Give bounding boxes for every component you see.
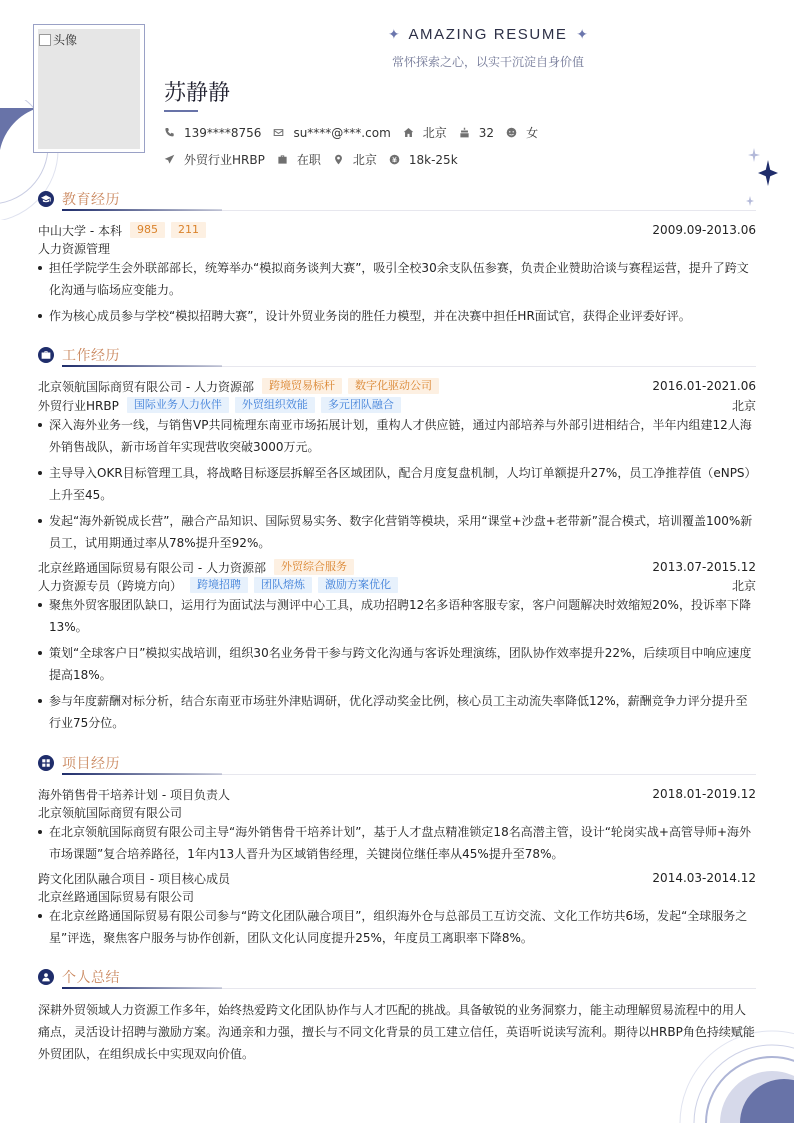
major: 人力资源管理 (38, 241, 111, 256)
intent-position (164, 151, 265, 168)
work-period: 2013.07-2015.12 (652, 560, 756, 574)
education-header (38, 221, 756, 239)
school-name: 中山大学 - 本科 (38, 223, 122, 238)
role-title: 人力资源专员（跨境方向） (38, 578, 183, 593)
project-period: 2018.01-2019.12 (652, 787, 756, 801)
email-icon (273, 127, 284, 138)
intent-row (164, 151, 470, 168)
avatar-alt-text (39, 31, 77, 48)
company-tag: 跨境贸易标杆 (262, 378, 342, 394)
project-company: 北京丝路通国际贸易有限公司 (38, 889, 195, 904)
work-role-row (38, 396, 756, 414)
role-tag: 跨境招聘 (190, 577, 248, 593)
project-header (38, 869, 756, 887)
graduation-cap-icon (38, 191, 54, 207)
section-education (38, 189, 756, 211)
contact-age (459, 126, 494, 140)
position-value: 外贸行业HRBP (184, 153, 265, 167)
project-title: 海外销售骨干培养计划 - 项目负责人 (38, 787, 230, 802)
project-period: 2014.03-2014.12 (652, 871, 756, 885)
contact-email (273, 126, 390, 140)
resume-banner (388, 26, 588, 43)
contact-row (164, 124, 550, 141)
city-value: 北京 (422, 126, 447, 140)
project-company: 北京领航国际商贸有限公司 (38, 805, 183, 820)
work-period: 2016.01-2021.06 (652, 379, 756, 393)
project-header (38, 785, 756, 803)
section-title: 项目经历 (62, 756, 120, 772)
avatar-frame (33, 24, 145, 153)
work-bullet: 聚焦外贸客服团队缺口，运用行为面试法与测评中心工具，成功招聘12名多语种客服专家，客户问题解决时效缩短20%，投诉率下降13%。 (38, 594, 756, 638)
section-projects (38, 753, 756, 775)
resume-tagline: 常怀探索之心，以实干沉淀自身价值 (391, 55, 584, 69)
education-period: 2009.09-2013.06 (652, 223, 756, 237)
avatar (38, 29, 140, 149)
star-left-icon: ✦ (388, 26, 400, 43)
education-major-row (38, 239, 756, 257)
salary-value: 18k-25k (408, 152, 458, 167)
section-divider-accent (62, 987, 222, 989)
contact-city (403, 124, 447, 141)
star-right-icon: ✦ (576, 26, 588, 43)
age-value: 32 (478, 125, 495, 140)
location-value: 北京 (352, 153, 377, 167)
school-tag: 211 (171, 222, 206, 238)
work-role-row (38, 576, 756, 594)
candidate-name: 苏静静 (164, 81, 231, 106)
work-bullet: 发起“海外新锐成长营”，融合产品知识、国际贸易实务、数字化营销等模块，采用“课堂+沙盘+老带新”混合模式，培训覆盖100%新员工，试用期通过率从78%提升至92%。 (38, 510, 756, 554)
location-pin-icon (333, 154, 344, 165)
work-bullet: 深入海外业务一线，与销售VP共同梳理东南亚市场拓展计划，重构人才供应链，通过内部培养与外部引进相结合，半年内组建12人海外销售战队，新市场首年实现营收突破3000万元。 (38, 414, 756, 458)
send-icon (164, 154, 175, 165)
school-tag: 985 (130, 222, 165, 238)
briefcase-icon (277, 154, 288, 165)
role-tag: 激励方案优化 (318, 577, 398, 593)
broken-image-icon (39, 34, 51, 46)
role-tag: 多元团队融合 (321, 397, 401, 413)
section-title: 教育经历 (62, 192, 120, 208)
work-header (38, 558, 756, 576)
section-summary (38, 967, 756, 989)
home-icon (403, 127, 414, 138)
summary-text: 深耕外贸领域人力资源工作多年，始终热爱跨文化团队协作与人才匹配的挑战。具备敏锐的业务洞察力，能主动理解贸易流程中的用人痛点，灵活设计招聘与激励方案。沟通亲和力强，擅长与不同文化背景的员工建立信任，英语听说读写流利。期待以HRBP角色持续赋能外贸团队，在组织成长中实现双向价值。 (38, 1003, 755, 1061)
work-city: 北京 (731, 398, 756, 413)
name-underline (164, 110, 198, 112)
work-bullet: 主导导入OKR目标管理工具，将战略目标逐层拆解至各区域团队，配合月度复盘机制，人均订单额提升27%，员工净推荐值（eNPS）上升至45。 (38, 462, 756, 506)
project-title: 跨文化团队融合项目 - 项目核心成员 (38, 871, 230, 886)
gender-icon (506, 127, 517, 138)
education-bullet: 作为核心成员参与学校“模拟招聘大赛”，设计外贸业务岗的胜任力模型，并在决赛中担任HR面试官，获得企业评委好评。 (38, 305, 756, 327)
section-divider-accent (62, 365, 222, 367)
phone-value: 139****8756 (184, 125, 262, 140)
role-tag: 团队熔炼 (254, 577, 312, 593)
person-icon (38, 969, 54, 985)
project-company-row (38, 803, 756, 821)
role-tag: 外贸组织效能 (235, 397, 315, 413)
age-icon (459, 127, 470, 138)
role-title: 外贸行业HRBP (38, 398, 119, 413)
contact-gender (506, 124, 538, 141)
email-value: su****@***.com (293, 125, 391, 140)
status-value: 在职 (296, 153, 321, 167)
work-city: 北京 (731, 578, 756, 593)
contact-phone (164, 126, 261, 140)
work-bullet: 策划“全球客户日”模拟实战培训，组织30名业务骨干参与跨文化沟通与客诉处理演练，团队协作效率提升22%，后续项目中响应速度提高18%。 (38, 642, 756, 686)
section-divider-accent (62, 209, 222, 211)
section-title: 个人总结 (62, 970, 120, 986)
intent-location (333, 151, 377, 168)
avatar-alt-label: 头像 (53, 33, 78, 47)
work-header (38, 377, 756, 395)
section-work (38, 345, 756, 367)
work-bullet: 参与年度薪酬对标分析，结合东南亚市场驻外津贴调研，优化浮动奖金比例，核心员工主动流失率降低12%，薪酬竞争力评分提升至行业75分位。 (38, 690, 756, 734)
project-bullet: 在北京领航国际商贸有限公司主导“海外销售骨干培养计划”，基于人才盘点精准锁定18名高潜主管，设计“轮岗实战+高管导师+海外市场课题”复合培养路径，1年内13人晋升为区域销售经理，关键岗位继任率从45%提升至78%。 (38, 821, 756, 865)
resume-title: AMAZING RESUME (408, 26, 568, 43)
salary-icon (389, 154, 400, 165)
company-name: 北京领航国际商贸有限公司 - 人力资源部 (38, 379, 254, 394)
role-tag: 国际业务人力伙伴 (127, 397, 229, 413)
company-tag: 数字化驱动公司 (348, 378, 439, 394)
intent-salary (389, 153, 458, 167)
gender-value: 女 (526, 126, 539, 140)
company-name: 北京丝路通国际贸易有限公司 - 人力资源部 (38, 560, 266, 575)
education-bullet: 担任学院学生会外联部部长，统筹举办“模拟商务谈判大赛”，吸引全校30余支队伍参赛，负责企业赞助洽谈与赛程运营，提升了跨文化沟通与临场应变能力。 (38, 257, 756, 301)
project-bullet: 在北京丝路通国际贸易有限公司参与“跨文化团队融合项目”，组织海外仓与总部员工互访交流、文化工作坊共6场，发起“全球服务之星”评选，聚焦客户服务与协作创新，团队文化认同度提升25%，年度员工离职率下降8%。 (38, 905, 756, 949)
project-company-row (38, 887, 756, 905)
project-grid-icon (38, 755, 54, 771)
company-tag: 外贸综合服务 (274, 559, 354, 575)
phone-icon (164, 127, 175, 138)
section-title: 工作经历 (62, 348, 120, 364)
section-divider-accent (62, 773, 222, 775)
intent-status (277, 151, 321, 168)
work-bag-icon (38, 347, 54, 363)
